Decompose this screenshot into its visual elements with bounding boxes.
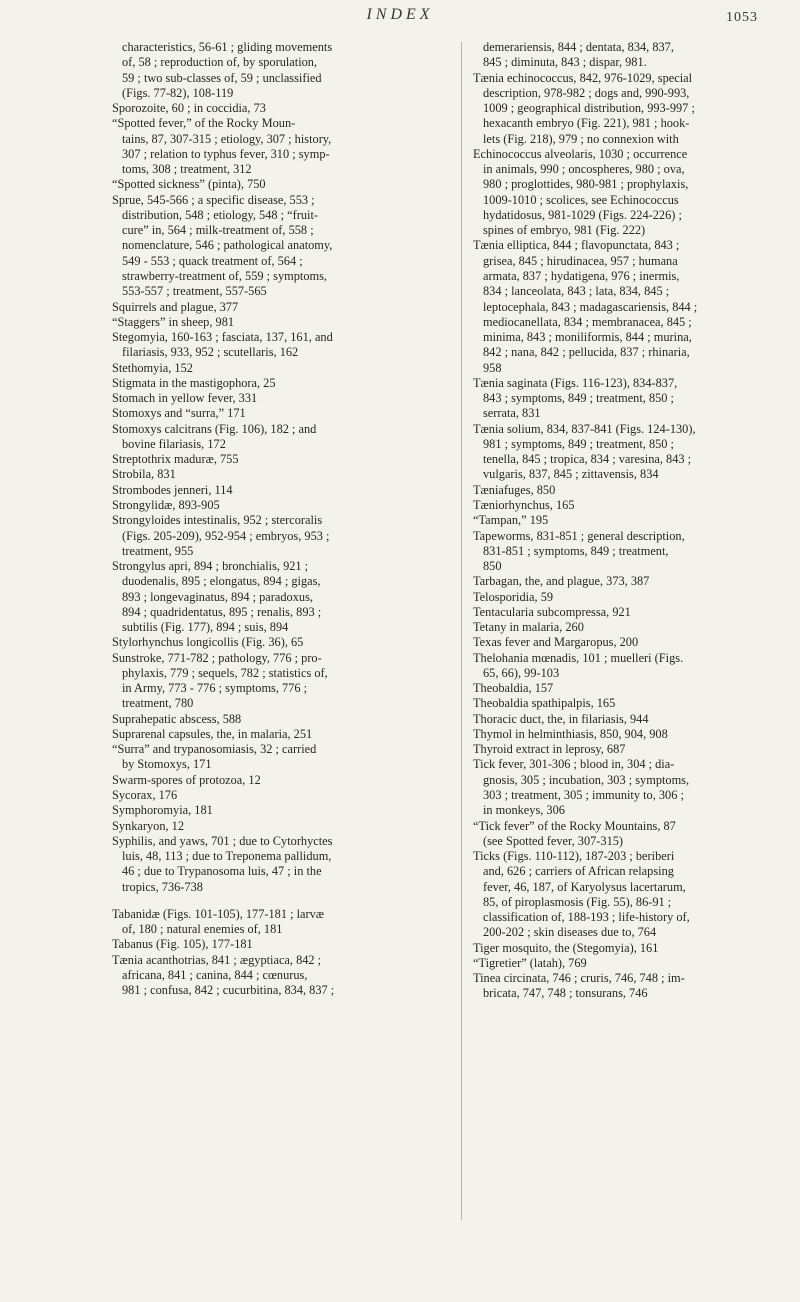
index-column-right	[473, 40, 800, 1002]
index-entry-line: (Figs. 77-82), 108-119	[122, 85, 234, 100]
index-entry-line: Strombodes jenneri, 114	[112, 482, 233, 497]
index-entry-line: Tæniafuges, 850	[473, 482, 556, 497]
index-entry-line: Tinea circinata, 746 ; cruris, 746, 748 ; im-	[473, 971, 685, 986]
index-entry-line: description, 978-982 ; dogs and, 990-993,	[483, 85, 690, 100]
index-entry-line: Stomoxys and “surra,” 171	[112, 406, 246, 421]
index-entry-line: “Tigretier” (latah), 769	[473, 955, 587, 970]
index-entry-line: 834 ; lanceolata, 843 ; lata, 834, 845 ;	[483, 284, 670, 299]
index-entry-line: by Stomoxys, 171	[122, 757, 212, 772]
index-entry-line: characteristics, 56-61 ; gliding movements	[122, 40, 333, 54]
index-entry-line: distribution, 548 ; etiology, 548 ; “fruit-	[122, 207, 318, 222]
index-entry-line: treatment, 955	[122, 543, 194, 558]
index-entry-line: Swarm-spores of protozoa, 12	[112, 772, 261, 787]
index-entry-line: in Army, 773 - 776 ; symptoms, 776 ;	[122, 681, 308, 696]
index-entry-line: Stigmata in the mastigophora, 25	[112, 375, 276, 390]
index-column-left	[112, 40, 454, 998]
index-entry-line: 85, of piroplasmosis (Fig. 55), 86-91 ;	[483, 894, 672, 909]
index-entry-line: treatment, 780	[122, 696, 194, 711]
index-entry-line: serrata, 831	[483, 406, 541, 421]
index-entry-line: Strongylidæ, 893-905	[112, 497, 220, 512]
index-entry-line: strawberry-treatment of, 559 ; symptoms,	[122, 268, 327, 283]
index-entry-line: “Surra” and trypanosomiasis, 32 ; carried	[112, 742, 317, 757]
index-entry-line: Strongylus apri, 894 ; bronchialis, 921 ;	[112, 559, 309, 574]
index-entry-line: mediocanellata, 834 ; membranacea, 845 ;	[483, 314, 692, 329]
index-entry-line: 200-202 ; skin diseases due to, 764	[483, 925, 657, 940]
index-entry-line: “Spotted fever,” of the Rocky Moun-	[112, 116, 296, 131]
index-entry-line: 65, 66), 99-103	[483, 665, 560, 680]
index-entry-line: “Spotted sickness” (pinta), 750	[112, 177, 266, 192]
index-entry-line: Stomach in yellow fever, 331	[112, 391, 258, 406]
index-entry-line: Tabanus (Fig. 105), 177-181	[112, 937, 253, 952]
index-entry-line: gnosis, 305 ; incubation, 303 ; symptoms,	[483, 772, 690, 787]
index-entry-line: 842 ; nana, 842 ; pellucida, 837 ; rhinaria,	[483, 345, 690, 360]
index-entry-line: Tiger mosquito, the (Stegomyia), 161	[473, 940, 659, 955]
index-entry-line: minima, 843 ; moniliformis, 844 ; murina,	[483, 330, 692, 345]
index-entry-line: cure” in, 564 ; milk-treatment of, 558 ;	[122, 223, 314, 238]
index-entry-line: Stethomyia, 152	[112, 360, 193, 375]
index-entry-line: Tick fever, 301-306 ; blood in, 304 ; dia-	[473, 757, 675, 772]
index-entry-line: 831-851 ; symptoms, 849 ; treatment,	[483, 543, 669, 558]
index-entry-line: tropics, 736-738	[122, 879, 203, 894]
index-entry-line: Syphilis, and yaws, 701 ; due to Cytorhyctes	[112, 833, 333, 848]
index-entry-line: bovine filariasis, 172	[122, 436, 226, 451]
index-entry-line: tains, 87, 307-315 ; etiology, 307 ; history,	[122, 131, 332, 146]
index-entry-line: Sycorax, 176	[112, 788, 178, 803]
index-entry-line: Stomoxys calcitrans (Fig. 106), 182 ; and	[112, 421, 317, 436]
index-entry-line: luis, 48, 113 ; due to Treponema pallidum,	[122, 849, 332, 864]
index-entry-line: 845 ; diminuta, 843 ; dispar, 981.	[483, 55, 647, 70]
index-entry-line: phylaxis, 779 ; sequels, 782 ; statistics of,	[122, 665, 328, 680]
index-entry-line: Tænia elliptica, 844 ; flavopunctata, 843 ;	[473, 238, 680, 253]
index-entry-line: 59 ; two sub-classes of, 59 ; unclassified	[122, 70, 322, 85]
index-entry-line: Thelohania mœnadis, 101 ; muelleri (Figs.	[473, 650, 684, 665]
index-entry-line: Sprue, 545-566 ; a specific disease, 553 ;	[112, 192, 315, 207]
index-entry-line: Theobaldia, 157	[473, 681, 554, 696]
index-entry-line: grisea, 845 ; hirudinacea, 957 ; humana	[483, 253, 678, 268]
running-header-title: INDEX	[366, 6, 434, 23]
index-entry-line: 46 ; due to Trypanosoma luis, 47 ; in the	[122, 864, 322, 879]
index-entry-line: Stylorhynchus longicollis (Fig. 36), 65	[112, 635, 304, 650]
index-entry-line: Thyroid extract in leprosy, 687	[473, 742, 626, 757]
index-entry-line: Squirrels and plague, 377	[112, 299, 239, 314]
index-entry-line: 843 ; symptoms, 849 ; treatment, 850 ;	[483, 391, 674, 406]
index-entry-line: duodenalis, 895 ; elongatus, 894 ; gigas,	[122, 574, 321, 589]
index-entry-line: Tapeworms, 831-851 ; general description,	[473, 528, 685, 543]
index-entry-line: 850	[483, 559, 502, 574]
index-entry-line: leptocephala, 843 ; madagascariensis, 844 ;	[483, 299, 698, 314]
index-entry-line: “Tick fever” of the Rocky Mountains, 87	[473, 818, 676, 833]
index-entry-line: Streptothrix maduræ, 755	[112, 452, 239, 467]
index-entry-line: Sunstroke, 771-782 ; pathology, 776 ; pro-	[112, 650, 322, 665]
index-entry-line: Ticks (Figs. 110-112), 187-203 ; beriberi	[473, 849, 675, 864]
index-entry-line: 980 ; proglottides, 980-981 ; prophylaxis,	[483, 177, 689, 192]
index-entry-line: hydatidosus, 981-1029 (Figs. 224-226) ;	[483, 207, 682, 222]
index-entry-line: 894 ; quadridentatus, 895 ; renalis, 893 ;	[122, 604, 322, 619]
index-entry-line: Telosporidia, 59	[473, 589, 554, 604]
index-entry-line: demerariensis, 844 ; dentata, 834, 837,	[483, 40, 674, 54]
index-entry-line: Texas fever and Margaropus, 200	[473, 635, 639, 650]
index-entry-line: and, 626 ; carriers of African relapsing	[483, 864, 674, 879]
index-entry-line: Thymol in helminthiasis, 850, 904, 908	[473, 726, 668, 741]
index-entry-line: vulgaris, 837, 845 ; zittavensis, 834	[483, 467, 659, 482]
index-entry-line: nomenclature, 546 ; pathological anatomy,	[122, 238, 333, 253]
index-entry-line: (Figs. 205-209), 952-954 ; embryos, 953 ;	[122, 528, 330, 543]
column-divider	[461, 42, 462, 1220]
index-entry-line: 958	[483, 360, 502, 375]
index-entry-line: tenella, 845 ; tropica, 834 ; varesina, 843 ;	[483, 452, 692, 467]
index-entry-line: fever, 46, 187, of Karyolysus lacertarum,	[483, 879, 686, 894]
index-entry-line: spines of embryo, 981 (Fig. 222)	[483, 223, 646, 238]
index-entry-line: filariasis, 933, 952 ; scutellaris, 162	[122, 345, 299, 360]
page-number: 1053	[726, 10, 758, 25]
index-entry-line: Tænia echinococcus, 842, 976-1029, special	[473, 70, 693, 85]
index-entry-line: Tænia solium, 834, 837-841 (Figs. 124-130),	[473, 421, 696, 436]
index-entry-line: Tarbagan, the, and plague, 373, 387	[473, 574, 650, 589]
index-entry-line: 1009 ; geographical distribution, 993-997 ;	[483, 101, 695, 116]
index-entry-line: of, 58 ; reproduction of, by sporulation,	[122, 55, 318, 70]
index-entry-line: 1009-1010 ; scolices, see Echinococcus	[483, 192, 679, 207]
index-entry-line: Symphoromyia, 181	[112, 803, 213, 818]
index-entry-line: africana, 841 ; canina, 844 ; cœnurus,	[122, 967, 308, 982]
index-entry-line: Theobaldia spathipalpis, 165	[473, 696, 616, 711]
index-entry-line: Synkaryon, 12	[112, 818, 185, 833]
index-entry-line: 303 ; treatment, 305 ; immunity to, 306 ;	[483, 788, 684, 803]
index-entry-line: Suprahepatic abscess, 588	[112, 711, 242, 726]
index-entry-line: 981 ; symptoms, 849 ; treatment, 850 ;	[483, 436, 674, 451]
index-entry-line: Strongyloides intestinalis, 952 ; stercoralis	[112, 513, 323, 528]
index-entry-line: Tentacularia subcompressa, 921	[473, 604, 631, 619]
index-entry-line: lets (Fig. 218), 979 ; no connexion with	[483, 131, 679, 146]
index-entry-line: (see Spotted fever, 307-315)	[483, 833, 624, 848]
index-entry-line: classification of, 188-193 ; life-history of,	[483, 910, 690, 925]
index-entry-line: Tetany in malaria, 260	[473, 620, 584, 635]
index-entry-line: Stegomyia, 160-163 ; fasciata, 137, 161, and	[112, 330, 333, 345]
index-entry-line: hexacanth embryo (Fig. 221), 981 ; hook-	[483, 116, 690, 131]
index-entry-line: 307 ; relation to typhus fever, 310 ; symp-	[122, 146, 330, 161]
index-entry-line: Suprarenal capsules, the, in malaria, 251	[112, 726, 313, 741]
index-entry-line: in monkeys, 306	[483, 803, 565, 818]
index-entry-line: Strobila, 831	[112, 467, 176, 482]
index-entry-line: 893 ; longevaginatus, 894 ; paradoxus,	[122, 589, 313, 604]
index-entry-line: 549 - 553 ; quack treatment of, 564 ;	[122, 253, 303, 268]
index-entry-line: Tænia saginata (Figs. 116-123), 834-837,	[473, 375, 678, 390]
index-section-gap	[112, 895, 454, 907]
index-entry-line: toms, 308 ; treatment, 312	[122, 162, 252, 177]
index-entry-line: Tabanidæ (Figs. 101-105), 177-181 ; larvæ	[112, 906, 325, 921]
index-entry-line: “Tampan,” 195	[473, 513, 549, 528]
index-entry-line: in animals, 990 ; oncospheres, 980 ; ova,	[483, 162, 685, 177]
index-entry-line: “Staggers” in sheep, 981	[112, 314, 235, 329]
index-entry-line: Tæniorhynchus, 165	[473, 497, 575, 512]
index-entry-line: armata, 837 ; hydatigena, 976 ; inermis,	[483, 268, 680, 283]
index-entry-line: bricata, 747, 748 ; tonsurans, 746	[483, 986, 648, 1001]
index-entry-line: Thoracic duct, the, in filariasis, 944	[473, 711, 649, 726]
index-entry-line: of, 180 ; natural enemies of, 181	[122, 922, 283, 937]
index-entry-line: subtilis (Fig. 177), 894 ; suis, 894	[122, 620, 289, 635]
index-entry-line: Echinococcus alveolaris, 1030 ; occurrence	[473, 146, 688, 161]
index-entry-line: Tænia acanthotrias, 841 ; ægyptiaca, 842 ;	[112, 952, 322, 967]
index-entry-line: 553-557 ; treatment, 557-565	[122, 284, 267, 299]
index-entry-line: Sporozoite, 60 ; in coccidia, 73	[112, 101, 266, 116]
index-entry-line: 981 ; confusa, 842 ; cucurbitina, 834, 837 ;	[122, 983, 335, 998]
